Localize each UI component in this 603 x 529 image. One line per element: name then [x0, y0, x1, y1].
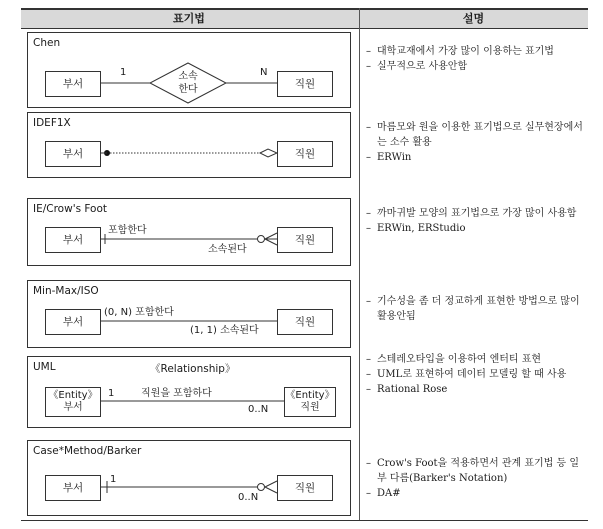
description-item: – Rational Rose	[366, 384, 448, 395]
entity-right-label: 직원	[294, 77, 316, 90]
notation-title: UML	[33, 361, 56, 373]
description-crows-foot	[366, 206, 586, 236]
header-description: 설명	[462, 12, 485, 25]
description-chen	[366, 44, 586, 74]
entity-left: 부서	[45, 475, 101, 501]
description-item: – 까마귀발 모양의 표기법으로 가장 많이 사용함	[366, 208, 577, 219]
description-item: – 스테레오타입을 이용하여 엔터티 표현	[366, 354, 542, 365]
entity-left: 부서	[45, 309, 101, 335]
entity-left	[45, 71, 101, 97]
relationship-label-line2: 한다	[178, 84, 198, 95]
description-min-max	[366, 294, 586, 324]
description-item: – ERWin, ERStudio	[366, 223, 466, 234]
column-divider	[359, 8, 360, 521]
description-item: – DA#	[366, 488, 401, 499]
entity-right: 직원	[277, 475, 333, 501]
entity-right: 직원	[277, 227, 333, 253]
relationship-label-bottom: (1, 1) 소속된다	[190, 325, 259, 336]
notation-title: Case*Method/Barker	[33, 445, 142, 457]
optional-circle-marker	[258, 484, 265, 491]
cardinality-right: N	[260, 67, 268, 78]
cardinality-left: 1	[110, 474, 117, 485]
entity-right: 직원	[277, 309, 333, 335]
hollow-diamond-marker	[260, 149, 277, 157]
entity-right	[277, 71, 333, 97]
relationship-label-top: 포함한다	[108, 225, 147, 236]
relationship-label	[170, 70, 206, 96]
notation-title: IDEF1X	[33, 117, 71, 129]
crows-foot-marker	[265, 233, 277, 239]
notation-title: Chen	[33, 37, 61, 49]
description-uml	[366, 352, 586, 397]
description-item: – 기수성을 좀 더 정교하게 표현한 방법으로 많이 활용안됨	[366, 296, 580, 322]
description-item: – 대학교재에서 가장 많이 이용하는 표기법	[366, 46, 554, 57]
notation-title: IE/Crow's Foot	[33, 203, 108, 215]
multiplicity-right: 0..N	[248, 404, 269, 415]
description-barker	[366, 456, 586, 501]
table-header	[21, 8, 588, 29]
description-item: – 실무적으로 사용안함	[366, 61, 468, 72]
relationship-label-top: (0, N) 포함한다	[104, 307, 174, 318]
cardinality-right: 0..N	[238, 492, 259, 503]
entity-left-label: 부서	[62, 77, 84, 90]
entity-left: 부서	[45, 227, 101, 253]
relationship-label-bottom: 소속된다	[208, 244, 247, 255]
description-item: – Crow's Foot을 적용하면서 관계 표기법 등 일부 다름(Barker's Notation)	[366, 458, 579, 484]
notation-uml	[27, 356, 351, 428]
stereotype-relationship: 《Relationship》	[150, 363, 236, 375]
crows-foot-marker	[265, 481, 277, 487]
cardinality-left: 1	[120, 67, 127, 78]
description-item: – 마름모와 원을 이용한 표기법으로 실무현장에서는 소수 활용	[366, 122, 583, 148]
entity-left: 부서	[45, 141, 101, 167]
relationship-label-line1: 소속	[178, 71, 198, 82]
header-notation: 표기법	[173, 12, 205, 25]
notation-case-method-barker	[27, 440, 351, 516]
notation-idef1x	[27, 112, 351, 178]
description-item: – UML로 표현하여 데이터 모델링 할 때 사용	[366, 369, 567, 380]
association-label: 직원을 포함하다	[141, 388, 212, 399]
multiplicity-left: 1	[108, 388, 115, 399]
notation-min-max-iso	[27, 280, 351, 348]
optional-circle-marker	[258, 236, 265, 243]
entity-right: 《Entity》 직원	[284, 387, 336, 417]
description-idef1x	[366, 120, 586, 165]
description-item: – ERWin	[366, 152, 412, 163]
entity-right: 직원	[277, 141, 333, 167]
table-bottom-rule	[21, 520, 588, 521]
entity-left: 《Entity》 부서	[45, 387, 101, 417]
notation-title: Min-Max/ISO	[33, 285, 99, 297]
notation-chen	[27, 32, 351, 108]
notation-ie-crows-foot	[27, 198, 351, 266]
